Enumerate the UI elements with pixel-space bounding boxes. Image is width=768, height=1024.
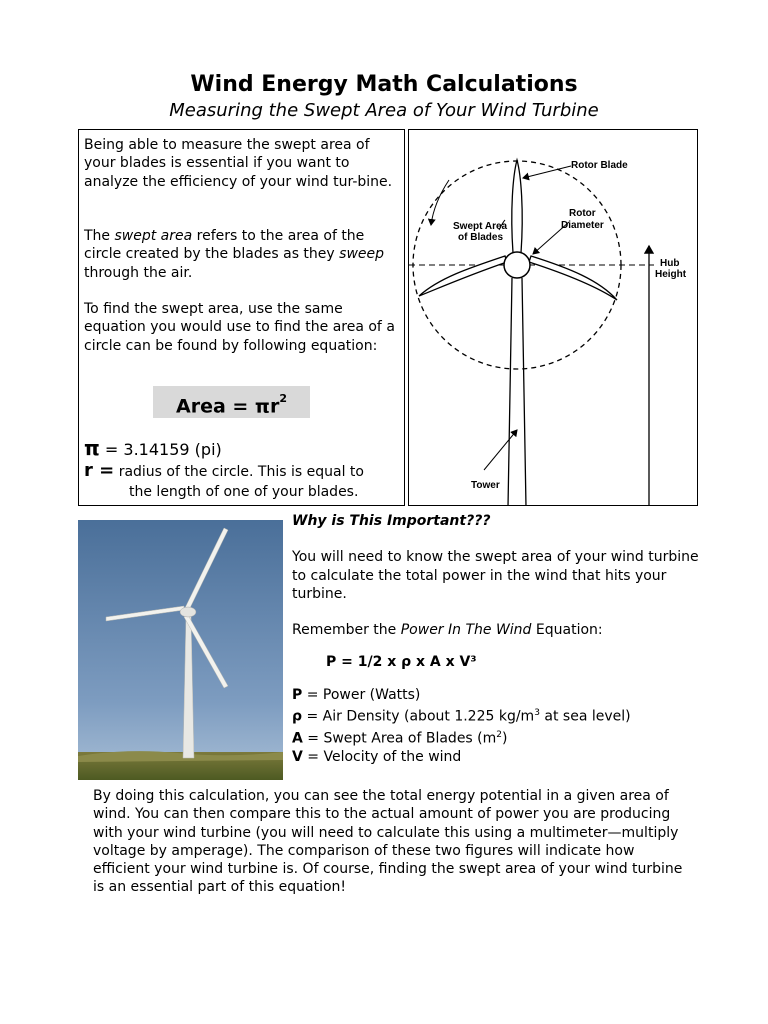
remember-line: Remember the Power In The Wind Equation: xyxy=(292,622,603,639)
rotor-diameter-label-1: Rotor xyxy=(569,208,596,219)
hub-height-label-1: Hub xyxy=(660,258,680,269)
page-subtitle: Measuring the Swept Area of Your Wind Turbine xyxy=(169,100,599,121)
def-velocity: V = Velocity of the wind xyxy=(292,748,462,765)
turbine-diagram-drawing xyxy=(409,130,698,506)
radius-definition: r = radius of the circle. This is equal to the length of one of your blades. xyxy=(84,460,364,500)
swept-area-definition: The swept area refers to the area of the circle created by the blades as they sweep through the air. xyxy=(84,228,385,281)
turbine-diagram xyxy=(408,129,698,506)
intro-paragraph: Being able to measure the swept area of your blades is essential if you want to analyze the efficiency of your wind tur-bine. xyxy=(84,137,393,190)
left-blade xyxy=(419,256,507,296)
why-paragraph: You will need to know the swept area of your wind turbine to calculate the total power in the wind that hits your turbine. xyxy=(292,549,699,602)
conclusion-paragraph: By doing this calculation, you can see the total energy potential in a given area of wind. You can then compare this to the actual amount of power you are producing with your wind turbine (you will need to calculate this using a multimeter—multiply voltage by amperage). The comparison of these two figures will indicate how efficient your wind turbine is. Of course, finding the swept area of your wind turbine is an essential part of this equation! xyxy=(93,788,683,896)
equation-intro-paragraph: To find the swept area, use the same equation you would use to find the area of a circle can be found by following equation: xyxy=(84,301,395,354)
top-blade xyxy=(512,160,522,253)
hub xyxy=(504,252,530,278)
def-swept-area: A = Swept Area of Blades $(m^2)$ xyxy=(292,730,508,747)
rotor-diameter-label-2: Diameter xyxy=(561,220,604,231)
swept-area-explanation-box xyxy=(78,129,405,506)
swept-area-label-2: of Blades xyxy=(458,232,504,243)
power-equation: P = 1/2 x ρ x A x V³ xyxy=(326,654,477,671)
area-formula: Area = $\pi r^2$ xyxy=(153,386,310,418)
def-power: P = Power (Watts) xyxy=(292,686,421,703)
wind-turbine-photo xyxy=(78,520,283,780)
page-title: Wind Energy Math Calculations xyxy=(190,72,578,97)
tower-label: Tower xyxy=(471,480,500,491)
why-important-section xyxy=(292,512,712,766)
rotor-blade-label: Rotor Blade xyxy=(571,160,628,171)
swept-area-label-1: Swept Area xyxy=(453,221,508,232)
hub-height-label-2: Height xyxy=(655,269,687,280)
tower-outline xyxy=(508,278,526,506)
def-air-density: ρ = Air Density (about 1.225 $kg/m^3$ at sea level) xyxy=(292,708,631,725)
why-heading: Why is This Important??? xyxy=(292,513,491,529)
right-blade xyxy=(529,256,617,300)
pi-definition: π = 3.14159 (pi) xyxy=(84,436,222,460)
